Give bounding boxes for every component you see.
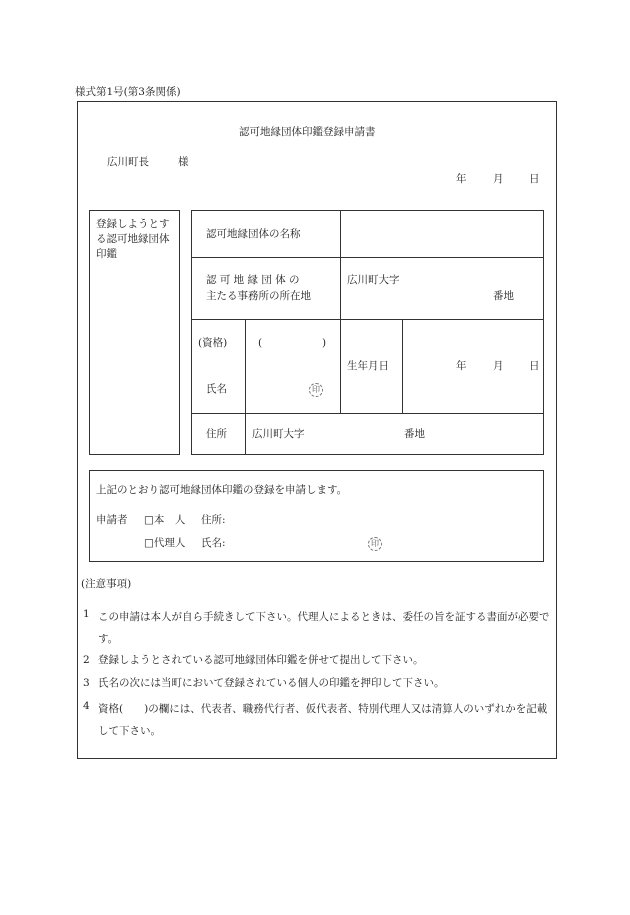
note-3-text: 氏名の次には当町において登録されている個人の印鑑を押印して下さい。	[98, 677, 445, 689]
birth-day-label: 日	[529, 360, 540, 372]
seal-box-label: 登録しようとする認可地縁団体印鑑	[96, 218, 170, 261]
birth-date-label: 生年月日	[347, 360, 389, 372]
person-address-banchi: 番地	[404, 428, 425, 440]
note-4-number: 4	[83, 700, 90, 712]
qualification-field[interactable]	[266, 334, 320, 350]
person-name-field[interactable]	[250, 370, 306, 400]
office-prefix[interactable]: 広川町大字	[347, 274, 400, 286]
qualification-label: (資格)	[198, 337, 228, 349]
applicant-label: 申請者	[96, 514, 128, 526]
qualification-paren-open: (	[258, 337, 263, 349]
agent-checkbox[interactable]: □代理人	[144, 537, 186, 549]
applicant-seal-mark: 印	[368, 537, 382, 551]
applicant-address-label: 住所:	[201, 514, 226, 526]
notes-heading: (注意事項)	[81, 578, 132, 590]
birth-year-label: 年	[456, 360, 467, 372]
office-label-line2: 主たる事務所の所在地	[206, 290, 311, 302]
person-address-label: 住所	[206, 428, 227, 440]
group-name-field[interactable]	[342, 212, 542, 256]
honorific: 様	[178, 156, 189, 168]
qualification-paren-close: )	[322, 337, 327, 349]
addressee: 広川町長	[107, 156, 149, 168]
note-2-number: 2	[83, 654, 90, 666]
applicant-name-label: 氏名:	[201, 537, 226, 549]
person-address-prefix[interactable]: 広川町大字	[252, 428, 305, 440]
person-name-label: 氏名	[206, 383, 227, 395]
form-title: 認可地縁団体印鑑登録申請書	[239, 126, 376, 138]
birth-month-label: 月	[493, 360, 504, 372]
note-2-text: 登録しようとされている認可地縁団体印鑑を併せて提出して下さい。	[98, 654, 424, 666]
form-label: 様式第1号(第3条関係)	[75, 86, 181, 98]
note-1-number: 1	[83, 608, 90, 620]
date-year-label: 年	[456, 173, 467, 185]
date-day-label: 日	[529, 173, 540, 185]
group-name-label: 認可地縁団体の名称	[206, 228, 301, 240]
note-4-text: 資格( )の欄には、代表者、職務代行者、仮代表者、特別代理人又は清算人のいずれかを記載して下さい。	[98, 703, 548, 737]
self-checkbox[interactable]: □本 人	[144, 514, 186, 526]
declaration-text: 上記のとおり認可地縁団体印鑑の登録を申請します。	[96, 484, 348, 496]
note-1-text: この申請は本人が自ら手続きして下さい。代理人によるときは、委任の旨を証する書面が必要です。	[98, 611, 550, 645]
date-month-label: 月	[493, 173, 504, 185]
person-seal-mark: 印	[309, 383, 323, 397]
note-3-number: 3	[83, 677, 90, 689]
office-label-line1: 認 可 地 縁 団 体 の	[206, 274, 300, 286]
office-banchi: 番地	[493, 290, 514, 302]
